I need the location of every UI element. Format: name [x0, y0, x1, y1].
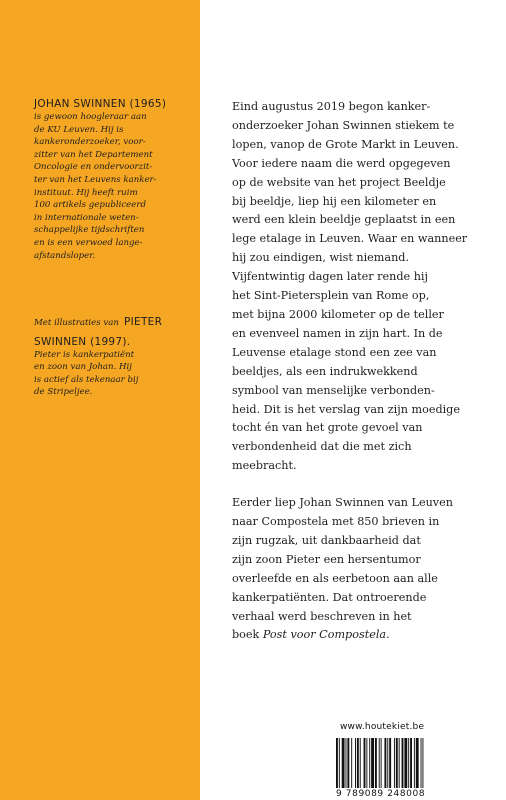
illustrator-bio-block — [34, 310, 192, 399]
book-title-reference: Post voor Compostela — [262, 628, 387, 642]
illustrator-intro: Met illustraties van — [34, 318, 119, 328]
back-cover-blurb — [232, 98, 502, 645]
isbn-number: 9 789089 248008 — [336, 789, 426, 799]
blurb-paragraph-2 — [232, 494, 502, 645]
author-bio: is gewoon hoogleraar aan de KU Leuven. Hij is kankeronderzoeker, voor- zitter van het Departement Oncologie en ondervoorzit- ter van het Leuvens kanker- instituut. Hij heeft ruim 100 artikels gepubliceerd in internationale weten- schappelijke tijdschriften en is een verwoed lange- afstandsloper. — [34, 112, 157, 261]
blurb-paragraph-2-text: Eerder liep Johan Swinnen van Leuven naar Compostela met 850 brieven in zijn rugzak, uit dankbaarheid dat zijn zoon Pieter een hersentumor overleefde en als eerbetoon aan alle kankerpatiënten. Dat ontroerende verhaal werd beschreven in het boek — [232, 496, 453, 642]
illustrator-bio: Pieter is kankerpatiënt en zoon van Johan. Hij is actief als tekenaar bij de Stripeljee. — [34, 349, 139, 398]
blurb-paragraph-1: Eind augustus 2019 begon kanker- onderzoeker Johan Swinnen stiekem te lopen, vanop de Grote Markt in Leuven. Voor iedere naam die werd opgegeven op de website van het project Beeldje bij beeldje, liep hij een kilometer en werd een klein beeldje geplaatst in een lege etalage in Leuven. Waar en wanneer hij zou eindigen, wist niemand. Vijfentwintig dagen later rende hij het Sint-Pietersplein van Rome op, met bijna 2000 kilometer op de teller en evenveel namen in zijn hart. In de Leuvense etalage stond een zee van beeldjes, als een indrukwekkend symbool van menselijke verbonden- heid. Dit is het verslag van zijn moedige tocht én van het grote gevoel van verbondenheid dat die met zich meebracht. — [232, 100, 468, 473]
blurb-paragraph-2-end: . — [386, 628, 390, 642]
author-bio-block — [34, 98, 190, 262]
author-name: JOHAN SWINNEN (1965) — [34, 98, 167, 110]
publisher-website: www.houtekiet.be — [340, 722, 425, 732]
illustrator-name: PIETER SWINNEN (1997). — [34, 316, 163, 348]
orange-side-panel — [0, 0, 200, 800]
isbn-barcode — [335, 738, 457, 788]
